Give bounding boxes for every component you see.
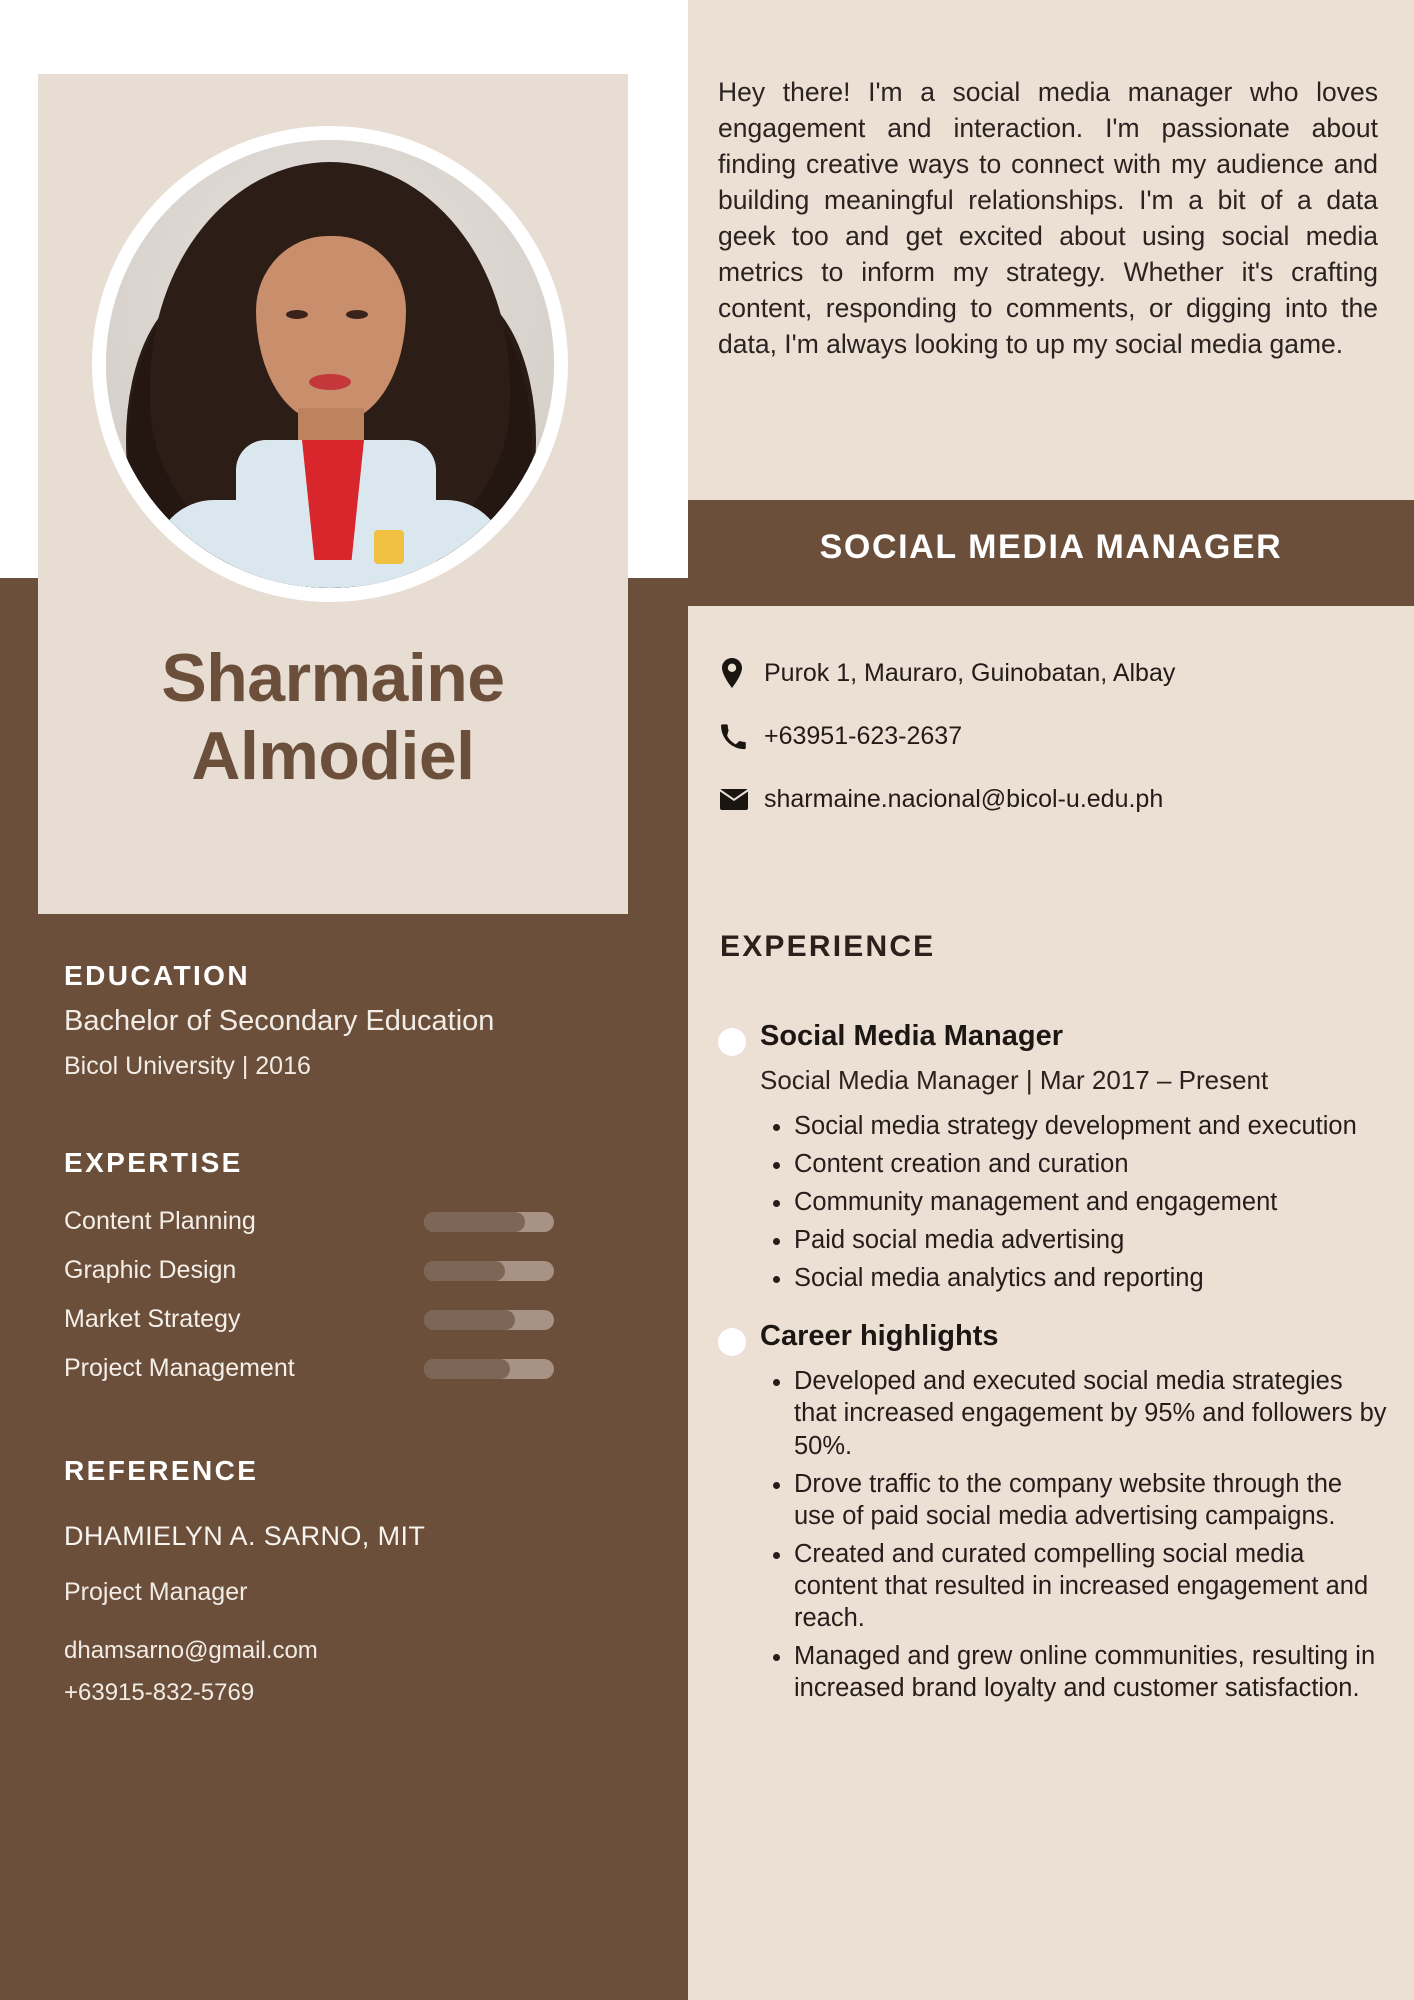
reference-section — [64, 1455, 624, 1707]
list-item: • Paid social media advertising — [794, 1224, 1390, 1256]
list-item: • Managed and grew online communities, resulting in increased brand loyalty and customer satisfaction. — [794, 1640, 1390, 1704]
job-title-banner — [688, 500, 1414, 606]
left-column — [0, 0, 688, 2000]
skill-fill — [424, 1261, 505, 1281]
list-item: • Drove traffic to the company website through the use of paid social media advertising campaigns. — [794, 1468, 1390, 1532]
education-heading: EDUCATION — [64, 960, 250, 991]
last-name: Almodiel — [191, 717, 475, 794]
reference-name: DHAMIELYN A. SARNO, MIT — [64, 1521, 426, 1552]
right-column — [688, 0, 1414, 2000]
skill-row — [64, 1354, 624, 1383]
first-name: Sharmaine — [161, 640, 505, 716]
skill-label: Content Planning — [64, 1207, 256, 1236]
skill-bar — [424, 1359, 554, 1379]
skill-fill — [424, 1310, 515, 1330]
skill-row — [64, 1256, 624, 1285]
contact-email: sharmaine.nacional@bicol-u.edu.ph — [764, 785, 1164, 813]
skill-row — [64, 1305, 624, 1334]
job-title: SOCIAL MEDIA MANAGER — [819, 528, 1283, 566]
list-item: • Content creation and curation — [794, 1148, 1390, 1180]
photo-badge — [374, 530, 404, 564]
avatar — [92, 126, 568, 602]
skill-fill — [424, 1212, 525, 1232]
expertise-heading: EXPERTISE — [64, 1147, 243, 1179]
reference-email: dhamsarno@gmail.com — [64, 1637, 318, 1665]
candidate-name — [38, 640, 628, 795]
skill-bar — [424, 1310, 554, 1330]
contact-address: Purok 1, Mauraro, Guinobatan, Albay — [764, 658, 1176, 687]
list-item: • Created and curated compelling social media content that resulted in increased engagement and reach. — [794, 1538, 1390, 1634]
timeline-dot — [718, 1028, 746, 1056]
photo-shoulder-left — [154, 500, 304, 588]
photo-eye-left — [286, 310, 308, 319]
profile-photo — [106, 140, 554, 588]
experience-timeline — [688, 1020, 1414, 1731]
skill-label: Market Strategy — [64, 1305, 241, 1334]
contact-email-row — [720, 785, 1390, 814]
left-sections — [64, 960, 624, 1721]
experience-bullets — [760, 1110, 1390, 1295]
skill-row — [64, 1207, 624, 1236]
experience-subtitle: Social Media Manager | Mar 2017 – Present — [760, 1065, 1269, 1095]
education-school: Bicol University | 2016 — [64, 1052, 311, 1081]
experience-bullets — [760, 1365, 1390, 1704]
reference-phone: +63915-832-5769 — [64, 1679, 255, 1707]
skill-label: Project Management — [64, 1354, 295, 1383]
experience-item — [760, 1020, 1390, 1294]
skill-fill — [424, 1359, 510, 1379]
education-degree: Bachelor of Secondary Education — [64, 1005, 495, 1037]
skill-bar — [424, 1212, 554, 1232]
reference-role: Project Manager — [64, 1578, 248, 1607]
contact-address-row — [720, 658, 1390, 688]
photo-lips — [309, 374, 351, 390]
experience-title: Career highlights — [760, 1320, 999, 1353]
expertise-section — [64, 1147, 624, 1383]
education-section — [64, 960, 624, 1081]
photo-eye-right — [346, 310, 368, 319]
skill-label: Graphic Design — [64, 1256, 237, 1285]
timeline-dot — [718, 1328, 746, 1356]
contact-phone: +63951-623-2637 — [764, 722, 963, 750]
list-item: • Community management and engagement — [794, 1186, 1390, 1218]
about-text: Hey there! I'm a social media manager who loves engagement and interaction. I'm passionate about finding creative ways to connect with my audience and building meaningful relationships. I'm a bit of a data geek too and get excited about using social media metrics to inform my strategy. Whether it's crafting content, responding to comments, or digging into the data, I'm always looking to up my social media game. — [718, 77, 1378, 360]
reference-heading: REFERENCE — [64, 1455, 259, 1487]
experience-item — [760, 1320, 1390, 1704]
list-item: • Developed and executed social media strategies that increased engagement by 95% and followers by 50%. — [794, 1365, 1390, 1461]
list-item: • Social media analytics and reporting — [794, 1262, 1390, 1294]
envelope-icon — [720, 789, 764, 811]
list-item: • Social media strategy development and execution — [794, 1110, 1390, 1142]
experience-heading: EXPERIENCE — [720, 930, 936, 963]
contact-section — [720, 658, 1390, 848]
experience-title: Social Media Manager — [760, 1020, 1063, 1052]
contact-phone-row — [720, 722, 1390, 751]
location-pin-icon — [720, 658, 764, 688]
phone-icon — [720, 724, 764, 750]
skill-bar — [424, 1261, 554, 1281]
